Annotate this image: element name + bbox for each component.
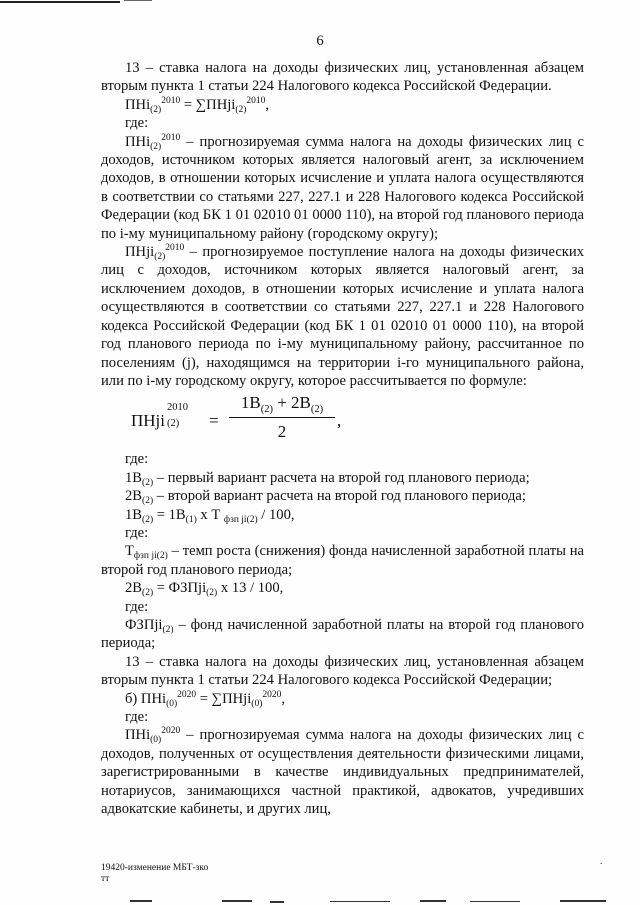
paragraph-rate-1: 13 – ставка налога на доходы физических лиц, установленная абзацем вторым пункта 1 статьи 224 Налогового кодекса Российской Федерации.	[101, 60, 584, 95]
page-number: 6	[316, 33, 324, 49]
definition-pni2: ПНi$_{(2)}^{2010}$ – прогнозируемая сумма налога на доходы физических лиц с доходов, источником которых является налоговый агент, за исключением доходов, в отношении которых исчисление и уплата налога осуществляются в соответствии со статьями 227, 227.1 и 228 Налогового кодекса Российской Федерации (код БК 1 01 02010 01 0000 110), на второй год планового периода по i-му муниципальному району (городскому округу);	[101, 132, 584, 242]
formula-lhs: ПНji 2010 (2)	[131, 402, 188, 431]
formula-numerator: $1В_{(2)} + 2В_{(2)}$	[229, 392, 335, 418]
formula-sum-2010: ПНi$_{(2)}^{2010}$ = ∑ПНji$_{(2)}^{2010}$,	[125, 95, 270, 115]
where-label: где:	[125, 524, 149, 541]
where-label: где:	[125, 115, 149, 132]
definition-fzp: ФЗПji$_{(2)}$ – фонд начисленной заработной платы на второй год планового периода;	[101, 616, 584, 652]
formula-denominator: 2	[277, 422, 287, 442]
paragraph-rate-2: 13 – ставка налога на доходы физических лиц, установленная абзацем вторым пункта 1 статьи 224 Налогового кодекса Российской Федерации;	[101, 653, 584, 689]
footer-line-1: 19420-изменение МБТ-зко	[101, 863, 209, 873]
definition-1v2: $1В_{(2)}$ – первый вариант расчета на второй год планового периода;	[125, 469, 530, 488]
formula-fraction-body	[229, 392, 335, 444]
body-text	[101, 59, 584, 818]
definition-pnji2: ПНji$_{(2)}^{2010}$ – прогнозируемое поступление налога на доходы физических лиц с доходов, источником которых является налоговый агент, за исключением доходов, в отношении которых исчисление и уплата налога осуществляются в соответствии со статьями 227, 227.1 и 228 Налогового кодекса Российской Федерации (код БК 1 01 02010 01 0000 110), на второй год планового периода по i-му муниципальному району, рассчитанное по поселениям (j), находящимся на территории i-го муниципального района, или по i-му городскому округу, которое рассчитывается по формуле:	[101, 243, 584, 389]
formula-sum-2020: б) ПНi$_{(0)}^{2020}$ = ∑ПНji$_{(0)}^{2020}$,	[125, 689, 286, 709]
scan-dot: .	[600, 856, 603, 866]
formula-1v2: $1В_{(2)} = 1В_{(1)}$ х Т $_{фзп ji(2)}$ / 100,	[125, 506, 295, 525]
formula-fraction	[101, 392, 584, 450]
definition-2v2: $2В_{(2)}$ – второй вариант расчета на второй год планового периода;	[125, 488, 526, 507]
where-label: где:	[125, 709, 149, 725]
definition-pni0: ПНi$_{(0)}^{2020}$ – прогнозируемая сумма налога на доходы физических лиц с доходов, полученных от осуществления деятельности физическими лицами, зарегистрированными в качестве индивидуальных предпринимателей, нотариусов, занимающихся частной практикой, адвокатов, учредивших адвокатские кабинеты, и других лиц,	[101, 726, 584, 818]
footer-line-2: тт	[101, 874, 110, 884]
formula-2v2: $2В_{(2)}$ = ФЗПji$_{(2)}$ х 13 / 100,	[125, 580, 284, 599]
definition-tfzp: $Т_{фзп ji(2)}$ – темп роста (снижения) фонда начисленной заработной платы на второй год планового периода;	[101, 543, 584, 578]
where-label: где:	[125, 451, 149, 468]
scan-artifact-bottom	[0, 898, 640, 904]
formula-equals: =	[209, 411, 219, 431]
footer-note	[101, 863, 208, 885]
formula-comma: ,	[337, 411, 342, 431]
where-label: где:	[125, 598, 149, 615]
scan-artifact-top	[0, 0, 640, 6]
